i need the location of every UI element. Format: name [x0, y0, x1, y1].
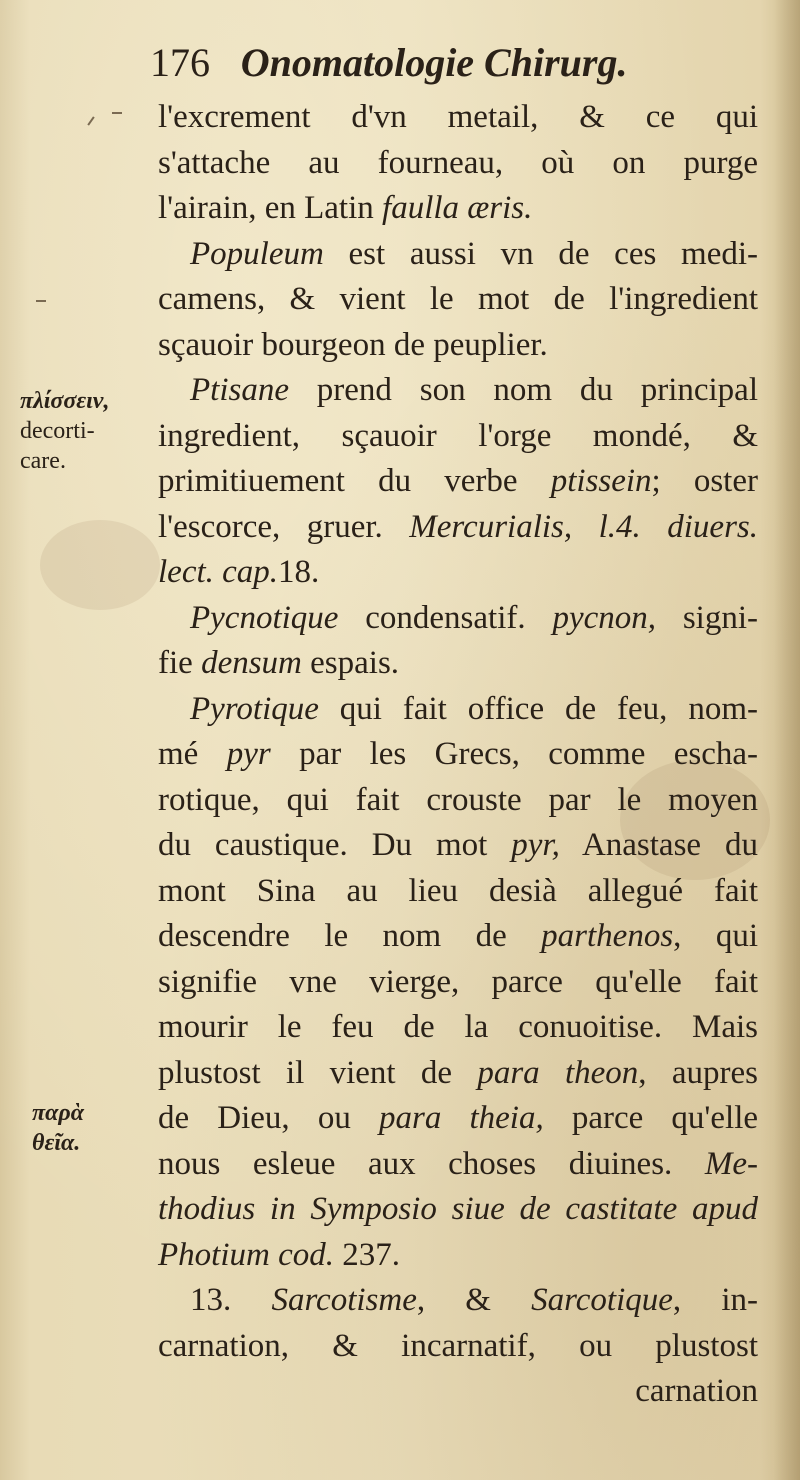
text-line	[158, 1096, 758, 1142]
text-run: ingredient, sçauoir l'orge mondé, &	[158, 417, 758, 454]
italic-term: Me-	[704, 1145, 758, 1182]
margin-note-parthenos	[32, 1098, 84, 1158]
text-line	[158, 1187, 758, 1233]
text-run: condensatif.	[338, 599, 553, 636]
text-run: parce qu'elle	[543, 1100, 759, 1136]
italic-term: thodius in Symposio siue de castitate apud	[158, 1191, 758, 1227]
text-line	[158, 1278, 758, 1324]
text-line	[158, 687, 758, 733]
page-number: 176	[150, 40, 210, 85]
italic-term: Sarcotique	[531, 1282, 673, 1318]
italic-term: ptissein	[550, 463, 652, 499]
italic-term: pyr	[226, 736, 271, 772]
text-run: espais.	[301, 645, 400, 681]
margin-latin-word: decorti-	[20, 418, 95, 444]
page-edge-shadow	[774, 0, 800, 1480]
italic-term: pycnon,	[552, 599, 656, 636]
italic-term: parthenos	[541, 918, 674, 954]
text-line	[158, 459, 758, 505]
text-line	[158, 732, 758, 778]
text-run: rotique, qui fait crouste par le moyen	[158, 781, 758, 818]
text-run: 13.	[190, 1282, 272, 1318]
text-run: mont Sina au lieu desià allegué fait	[158, 872, 758, 909]
text-line	[158, 323, 758, 369]
text-line	[158, 823, 758, 869]
text-line	[158, 368, 758, 414]
text-line	[158, 1233, 758, 1279]
main-text-block	[158, 95, 758, 1415]
running-head	[150, 38, 750, 88]
italic-term: Pycnotique	[190, 599, 339, 636]
italic-term: Mercurialis, l.4. diuers.	[409, 508, 759, 545]
italic-term: Ptisane	[190, 372, 289, 408]
text-line	[158, 186, 758, 232]
italic-term: Sarcotisme	[271, 1282, 417, 1318]
text-run: par les Grecs, comme escha-	[270, 736, 758, 772]
text-run: mé	[158, 736, 227, 772]
text-run: l'escorce, gruer.	[158, 508, 410, 545]
italic-term: pyr,	[511, 827, 560, 863]
text-run: carnation	[635, 1373, 758, 1409]
italic-term: Pyrotique	[190, 690, 319, 727]
text-run: descendre le nom de	[158, 918, 542, 954]
text-run: l'airain, en Latin	[158, 190, 383, 226]
text-run: s'attache au fourneau, où on purge	[158, 144, 758, 181]
text-line	[158, 1324, 758, 1370]
text-run: primitiuement du verbe	[158, 463, 551, 499]
text-line	[158, 1051, 758, 1097]
text-run: , in-	[672, 1282, 758, 1318]
italic-term: Photium cod.	[158, 1236, 334, 1273]
text-line	[158, 414, 758, 460]
paper-stain	[40, 520, 160, 610]
text-line	[158, 95, 758, 141]
text-run: est aussi vn de ces medi-	[323, 235, 758, 272]
text-run: signi-	[656, 599, 758, 636]
italic-term: para theon	[477, 1054, 639, 1091]
text-line	[158, 960, 758, 1006]
text-run: mourir le feu de la conuoitise. Mais	[158, 1009, 758, 1045]
margin-greek-word: πλίσσειν,	[20, 388, 110, 414]
text-line	[158, 505, 758, 551]
text-line	[158, 1142, 758, 1188]
text-run: signifie vne vierge, parce qu'elle fait	[158, 963, 758, 1000]
text-run: 237.	[333, 1236, 400, 1273]
text-run: qui fait office de feu, nom-	[318, 690, 758, 727]
text-line	[158, 277, 758, 323]
text-line	[158, 596, 758, 642]
margin-greek-word: θεῖα.	[32, 1130, 81, 1156]
text-run: , aupres	[638, 1054, 758, 1091]
margin-note-ptisane	[20, 386, 109, 476]
text-line	[158, 1005, 758, 1051]
text-run: fie	[158, 645, 202, 681]
italic-term: lect. cap.	[158, 554, 279, 590]
text-line	[158, 641, 758, 687]
italic-term: densum	[201, 645, 302, 681]
text-run: prend son nom du principal	[288, 372, 758, 408]
margin-mark	[36, 300, 46, 302]
italic-term: para theia,	[378, 1100, 544, 1136]
margin-latin-word: care.	[20, 448, 66, 474]
running-title: Onomatologie Chirurg.	[240, 40, 628, 85]
text-line	[158, 141, 758, 187]
text-run: de Dieu, ou	[158, 1100, 379, 1136]
margin-greek-word: παρὰ	[32, 1100, 85, 1126]
text-line	[158, 914, 758, 960]
text-run: 18.	[278, 554, 320, 590]
text-line	[158, 1369, 758, 1415]
text-run: ; oster	[651, 463, 758, 499]
text-run: , &	[416, 1282, 532, 1318]
text-line	[158, 550, 758, 596]
text-run: camens, & vient le mot de l'ingredient	[158, 281, 758, 317]
text-run: carnation, & incarnatif, ou plustost	[158, 1327, 758, 1364]
text-run: l'excrement d'vn metail, & ce qui	[158, 99, 758, 135]
text-line	[158, 778, 758, 824]
text-run: sçauoir bourgeon de peuplier.	[158, 326, 548, 363]
text-run: plustost il vient de	[158, 1054, 478, 1091]
italic-term: faulla æris.	[382, 190, 533, 226]
text-run: Anastase du	[559, 827, 758, 863]
text-run: nous esleue aux choses diuines.	[158, 1145, 705, 1182]
italic-term: Populeum	[190, 235, 324, 272]
text-line	[158, 232, 758, 278]
text-line	[158, 869, 758, 915]
margin-mark	[112, 112, 122, 114]
text-run: , qui	[673, 918, 758, 954]
text-run: du caustique. Du mot	[158, 827, 512, 863]
margin-mark	[87, 116, 94, 125]
